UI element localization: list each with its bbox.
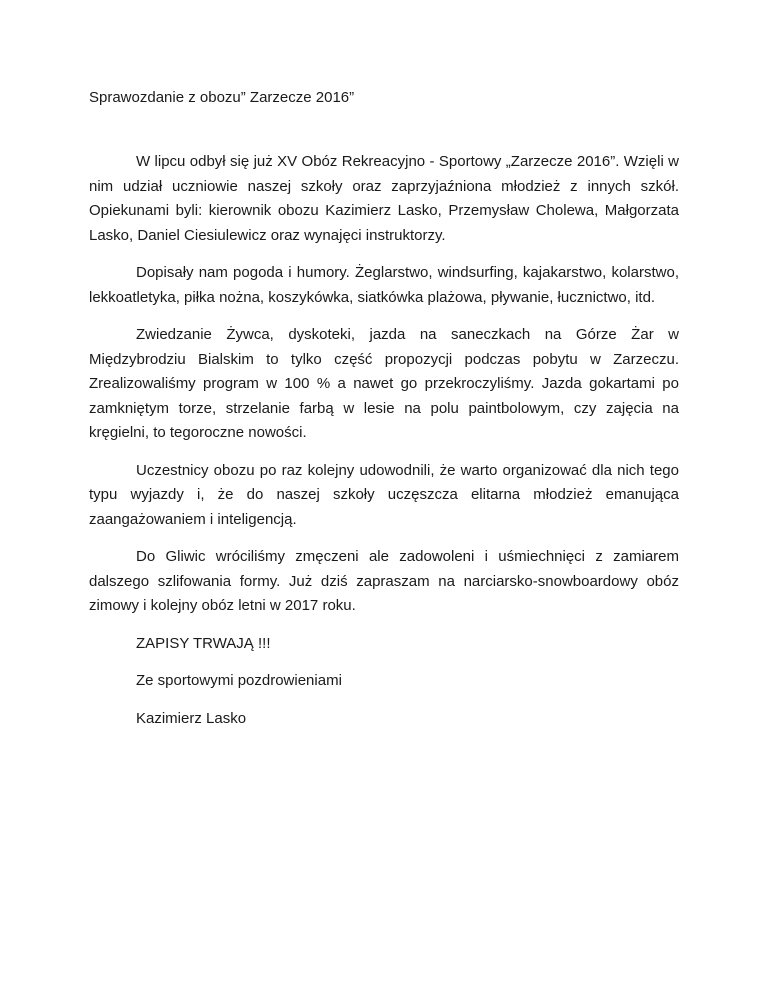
signature-text: Kazimierz Lasko: [136, 709, 247, 727]
announcement-text: ZAPISY TRWAJĄ !!!: [136, 634, 271, 652]
closing-text: Ze sportowymi pozdrowieniami: [136, 672, 342, 689]
paragraph-sightseeing: Zwiedzanie Żywca, dyskoteki, jazda na saneczkach na Górze Żar w Międzybrodziu Bialskim to tylko część propozycji podczas pobytu w Zarzeczu. Zrealizowaliśmy program w 100 % a nawet go przekroczyliśmy. Jazda gokartami po zamkniętym torze, strzelanie farbą w lesie na polu paintbolowym, czy zajęcia na kręgielni, to tegoroczne nowości.: [89, 326, 679, 441]
document-body: [89, 150, 679, 744]
paragraph-camp-intro: W lipcu odbył się już XV Obóz Rekreacyjno - Sportowy „Zarzecze 2016”. Wzięli w nim udział uczniowie naszej szkoły oraz zaprzyjaźniona młodzież z innych szkół. Opiekunami byli: kierownik obozu Kazimierz Lasko, Przemysław Cholewa, Małgorzata Lasko, Daniel Ciesiulewicz oraz wynajęci instruktorzy.: [89, 153, 679, 244]
paragraph-activities: Dopisały nam pogoda i humory. Żeglarstwo, windsurfing, kajakarstwo, kolarstwo, lekkoatletyka, piłka nożna, koszykówka, siatkówka plażowa, pływanie, łucznictwo, itd.: [89, 264, 679, 306]
paragraph-return: Do Gliwic wróciliśmy zmęczeni ale zadowoleni i uśmiechnięci z zamiarem dalszego szlifowania formy. Już dziś zapraszam na narciarsko-snowboardowy obóz zimowy i kolejny obóz letni w 2017 roku.: [89, 548, 679, 614]
paragraph-participants: Uczestnicy obozu po raz kolejny udowodnili, że warto organizować dla nich tego typu wyjazdy i, że do naszej szkoły uczęszcza elitarna młodzież emanująca zaangażowaniem i inteligencją.: [89, 461, 679, 528]
document-title: Sprawozdanie z obozu” Zarzecze 2016”: [89, 89, 355, 106]
